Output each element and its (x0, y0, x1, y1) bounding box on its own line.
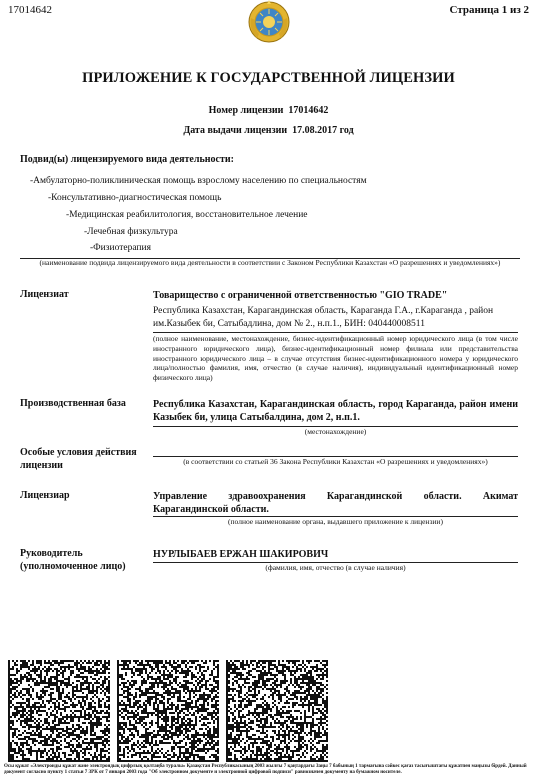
license-date-row (0, 125, 537, 136)
licensor-label: Лицензиар (20, 490, 70, 501)
production-base-label: Производственная база (20, 398, 126, 409)
production-base-note: (местонахождение) (304, 427, 367, 436)
license-date-value: 17.08.2017 год (292, 125, 354, 136)
head-label: Руководитель (уполномоченное лицо) (20, 548, 126, 572)
barcode-1 (8, 660, 110, 762)
head-value: НУРЛЫБАЕВ ЕРЖАН ШАКИРОВИЧ (153, 549, 329, 560)
licensee-label: Лицензиат (20, 289, 69, 300)
activities-heading: Подвид(ы) лицензируемого вида деятельности: (20, 154, 234, 165)
special-conditions-label: Особые условия действия лицензии (20, 447, 137, 471)
state-emblem-icon (247, 0, 291, 44)
license-number-row (0, 105, 537, 116)
activities-note: (наименование подвида лицензируемого вида деятельности в соответствии с Законом Республики Казахстан «О разрешениях и уведомлениях») (39, 258, 501, 267)
licensor-note: (полное наименование органа, выдавшего приложение к лицензии) (228, 517, 443, 526)
licensee-note: (полное наименование, местонахождение, бизнес-идентификационный номер юридического лица (в том числе иностранного юридического лица), бизнес-идентификационный номер филиала или представительства иностранного юридического лица – в случае отсутствия бизнес-идентификационного номера у юридического лица/полностью фамилия, имя, отчество (в случае наличия), индивидуальный идентификационный номер физического лица) (153, 334, 518, 382)
production-base-value: Республика Казахстан, Карагандинская область, город Караганда, район имени Казыбек би, улица Сатыбалдина, дом 2, н.п.1. (153, 399, 518, 423)
special-conditions-note: (в соответствии со статьей 36 Закона Республики Казахстан «О разрешениях и уведомлениях») (183, 457, 488, 466)
licensor-value: Управление здравоохранения Карагандинской области. Акимат Карагандинской области. (153, 491, 518, 515)
activity-item: -Медицинская реабилитология, восстановительное лечение (66, 210, 308, 220)
barcode-2 (117, 660, 219, 762)
document-number: 17014642 (8, 4, 52, 16)
activity-item: -Физиотерапия (90, 243, 151, 253)
document-title: ПРИЛОЖЕНИЕ К ГОСУДАРСТВЕННОЙ ЛИЦЕНЗИИ (82, 70, 455, 86)
license-date-label: Дата выдачи лицензии (183, 125, 288, 136)
barcode-3 (226, 660, 328, 762)
activity-item: -Лечебная физкультура (84, 227, 178, 237)
licensee-address: Республика Казахстан, Карагандинская область, Караганда Г.А., г.Караганда , район им.Казыбек би, Сатыбадлина, дом № 2., н.п.1., БИН: 040440008511 (153, 306, 494, 329)
licensee-name: Товарищество с ограниченной ответственностью "GIO TRADE" (153, 290, 448, 301)
license-number-value: 17014642 (288, 105, 329, 116)
license-number-label: Номер лицензии (208, 105, 284, 116)
head-note: (фамилия, имя, отчество (в случае наличия) (265, 563, 406, 572)
activity-item: -Амбулаторно-поликлиническая помощь взрослому населению по специальностям (30, 176, 367, 186)
page-indicator: Страница 1 из 2 (449, 4, 529, 16)
footer-legal-text: Осы құжат «Электронды құжат және электрондық цифрлық қолтаңба туралы» Қазақстан Республикасының 2003 жылғы 7 қаңтардағы Заңы 7 бабының 1 тармағына сәйкес қағаз тасығыштағы құжатпен маңызы бірдей. Данный документ согласно пункту 1 статьи 7 ЗРК от 7 января 2003 года "Об электронном документе и электронной цифровой подписи" равнозначен документу на бумажном носителе. (4, 764, 527, 776)
activity-item: -Консультативно-диагностическая помощь (48, 193, 222, 203)
licensee-divider (153, 332, 518, 333)
